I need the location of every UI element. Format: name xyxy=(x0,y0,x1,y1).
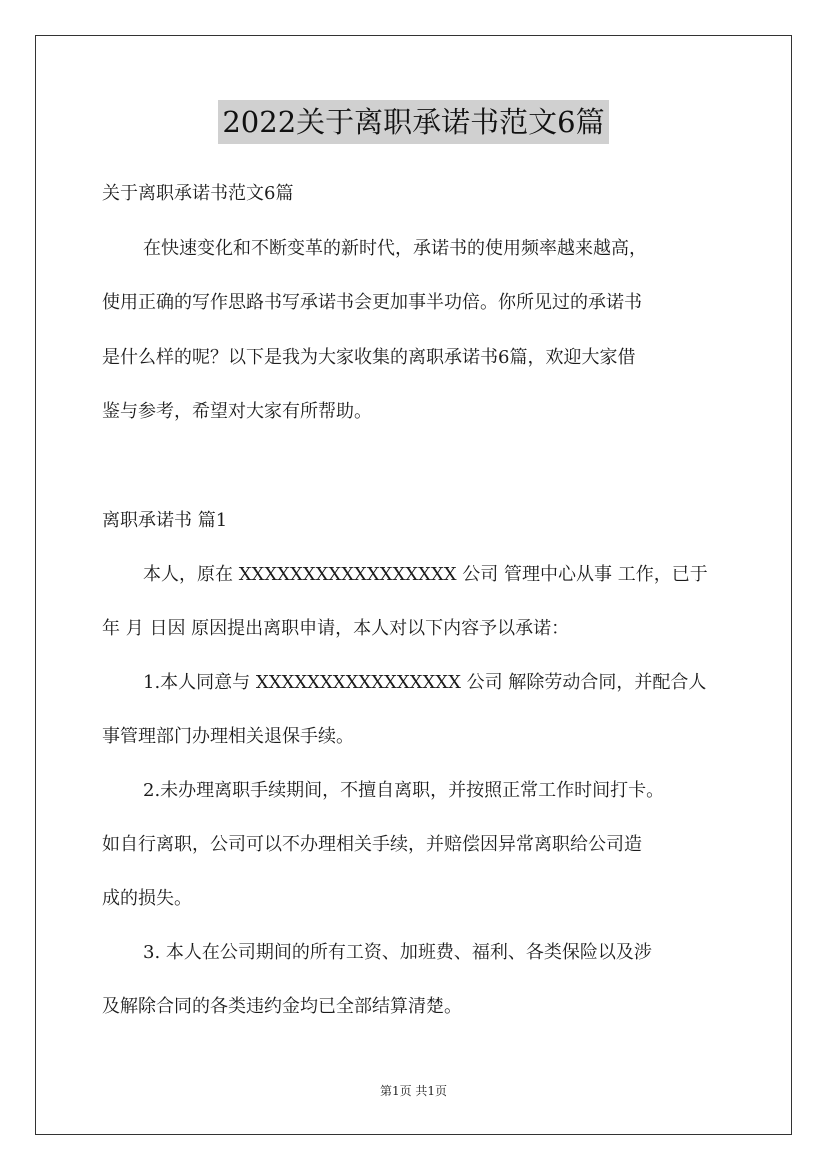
body-line: 年 月 日因 原因提出离职申请，本人对以下内容予以承诺： xyxy=(102,618,570,639)
section-heading: 离职承诺书 篇1 xyxy=(102,510,228,531)
body-line: 1.本人同意与 XXXXXXXXXXXXXXXX 公司 解除劳动合同，并配合人 xyxy=(143,672,707,693)
page-footer: 第1页 共1页 xyxy=(379,1084,448,1098)
intro-line: 在快速变化和不断变革的新时代，承诺书的使用频率越来越高， xyxy=(143,238,647,259)
intro-line: 是什么样的呢？以下是我为大家收集的离职承诺书6篇，欢迎大家借 xyxy=(102,347,636,368)
body-line: 本人，原在 XXXXXXXXXXXXXXXXX 公司 管理中心从事 工作，已于 xyxy=(143,564,708,585)
document-subtitle: 关于离职承诺书范文6篇 xyxy=(102,183,294,204)
body-line: 3. 本人在公司期间的所有工资、加班费、福利、各类保险以及涉 xyxy=(143,942,652,963)
document-title: 2022关于离职承诺书范文6篇 xyxy=(218,100,608,144)
body-line: 2.未办理离职手续期间，不擅自离职，并按照正常工作时间打卡。 xyxy=(143,780,665,801)
body-line: 事管理部门办理相关退保手续。 xyxy=(102,726,354,747)
title-container xyxy=(0,100,827,144)
intro-line: 使用正确的写作思路书写承诺书会更加事半功倍。你所见过的承诺书 xyxy=(102,292,642,313)
body-line: 如自行离职，公司可以不办理相关手续，并赔偿因异常离职给公司造 xyxy=(102,834,642,855)
body-line: 及解除合同的各类违约金均已全部结算清楚。 xyxy=(102,996,462,1017)
intro-line: 鉴与参考，希望对大家有所帮助。 xyxy=(102,401,372,422)
body-line: 成的损失。 xyxy=(102,888,192,909)
